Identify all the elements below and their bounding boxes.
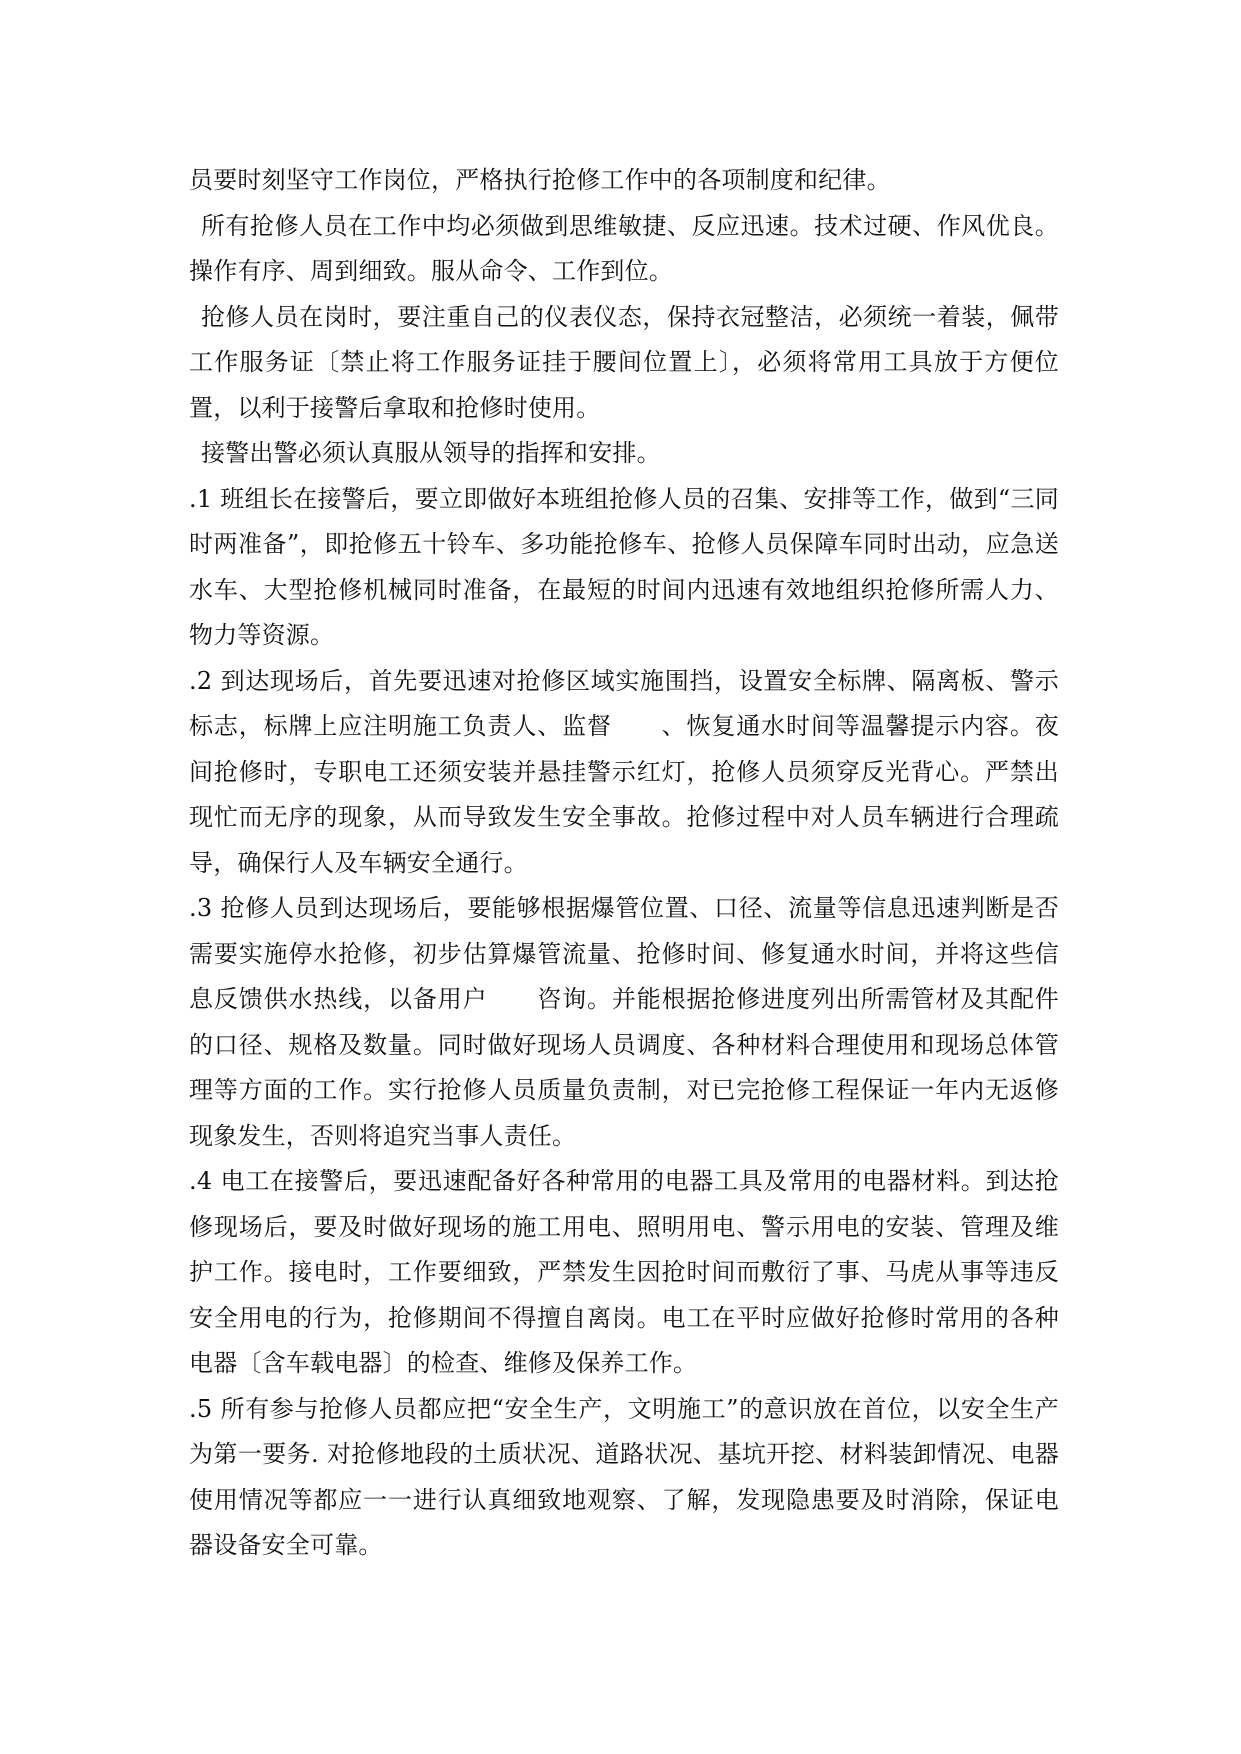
paragraph-2: 所有抢修人员在工作中均必须做到思维敏捷、反应迅速。技术过硬、作风优良。操作有序、周到细致。服从命令、工作到位。 — [189, 211, 1059, 285]
paragraph-1: 员要时刻坚守工作岗位，严格执行抢修工作中的各项制度和纪律。 — [189, 166, 891, 194]
paragraph-9: .5 所有参与抢修人员都应把“安全生产，文明施工”的意识放在首位，以安全生产为第一要务. 对抢修地段的土质状况、道路状况、基坑开挖、材料装卸情况、电器使用情况等都应一一进行认真细致地观察、了解，发现隐患要及时消除，保证电器设备安全可靠。 — [189, 1394, 1059, 1559]
document-body — [189, 158, 1059, 1569]
paragraph-4: 接警出警必须认真服从领导的指挥和安排。 — [201, 439, 661, 467]
paragraph-8: .4 电工在接警后，要迅速配备好各种常用的电器工具及常用的电器材料。到达抢修现场后，要及时做好现场的施工用电、照明用电、警示用电的安装、管理及维护工作。接电时，工作要细致，严禁发生因抢时间而敷衍了事、马虎从事等违反安全用电的行为，抢修期间不得擅自离岗。电工在平时应做好抢修时常用的各种电器〔含车载电器〕的检查、维修及保养工作。 — [189, 1167, 1059, 1377]
paragraph-3: 抢修人员在岗时，要注重自己的仪表仪态，保持衣冠整洁，必须统一着装，佩带工作服务证〔禁止将工作服务证挂于腰间位置上〕，必须将常用工具放于方便位置，以利于接警后拿取和抢修时使用。 — [189, 302, 1059, 422]
paragraph-5: .1 班组长在接警后，要立即做好本班组抢修人员的召集、安排等工作，做到“三同时两准备”，即抢修五十铃车、多功能抢修车、抢修人员保障车同时出动，应急送水车、大型抢修机械同时准备，在最短的时间内迅速有效地组织抢修所需人力、物力等资源。 — [189, 484, 1059, 649]
paragraph-6: .2 到达现场后，首先要迅速对抢修区域实施围挡，设置安全标牌、隔离板、警示标志，标牌上应注明施工负责人、监督 、恢复通水时间等温馨提示内容。夜间抢修时，专职电工还须安装并悬挂警示红灯，抢修人员须穿反光背心。严禁出现忙而无序的现象，从而导致发生安全事故。抢修过程中对人员车辆进行合理疏导，确保行人及车辆安全通行。 — [189, 666, 1059, 877]
paragraph-7: .3 抢修人员到达现场后，要能够根据爆管位置、口径、流量等信息迅速判断是否需要实施停水抢修，初步估算爆管流量、抢修时间、修复通水时间，并将这些信息反馈供水热线，以备用户 咨询。并能根据抢修进度列出所需管材及其配件的口径、规格及数量。同时做好现场人员调度、各种材料合理使用和现场总体管理等方面的工作。实行抢修人员质量负责制，对已完抢修工程保证一年内无返修现象发生，否则将追究当事人责任。 — [189, 894, 1059, 1150]
